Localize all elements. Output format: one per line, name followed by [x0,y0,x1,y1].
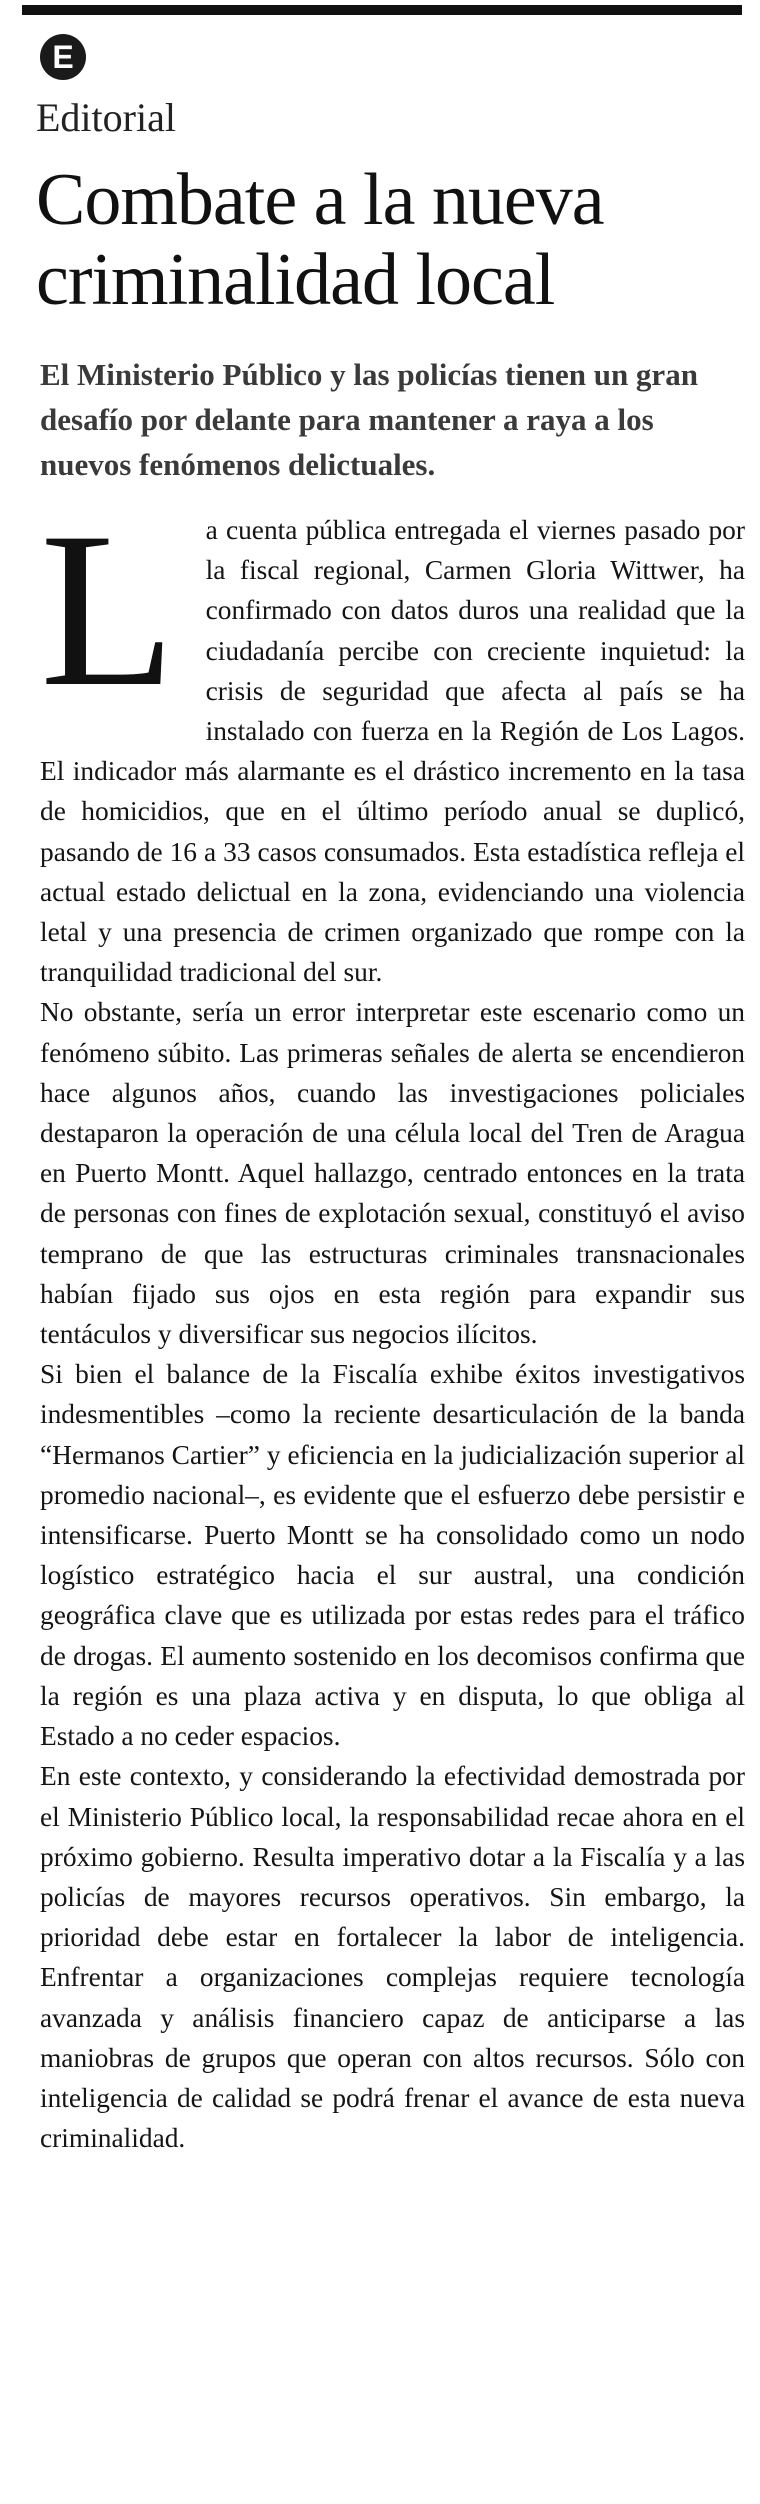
section-label: Editorial [36,95,176,140]
drop-cap: L [40,487,176,733]
article-body [40,487,745,2158]
paragraph-1-text: a cuenta pública entregada el viernes pasado por la fiscal regional, Carmen Gloria Wittwer, ha confirmado con datos duros una realidad que la ciudadanía percibe con creciente inquietud: la crisis de seguridad que afecta al país se ha instalado con fuerza en la Región de Los Lagos. El indicador más alarmante es el drástico incremento en la tasa de homicidios, que en el último período anual se duplicó, pasando de 16 a 33 casos consumados. Esta estadística refleja el actual estado delictual en la zona, evidenciando una violencia letal y una presencia de crimen organizado que rompe con la tranquilidad tradicional del sur. [40,515,745,988]
paragraph-2: No obstante, sería un error interpretar este escenario como un fenómeno súbito. Las primeras señales de alerta se encendieron hace algunos años, cuando las investigaciones policiales destaparon la operación de una célula local del Tren de Aragua en Puerto Montt. Aquel hallazgo, centrado entonces en la trata de personas con fines de explotación sexual, constituyó el aviso temprano de que las estructuras criminales transnacionales habían fijado sus ojos en esta región para expandir sus tentáculos y diversificar sus negocios ilícitos. [40,997,745,1350]
deck: El Ministerio Público y las policías tienen un gran desafío por delante para mantener a raya a los nuevos fenómenos delictuales. [40,357,698,482]
paragraph-1 [40,487,745,992]
section-badge: E [40,34,86,80]
paragraph-4: En este contexto, y considerando la efectividad demostrada por el Ministerio Público local, la responsabilidad recae ahora en el próximo gobierno. Resulta imperativo dotar a la Fiscalía y a las policías de mayores recursos operativos. Sin embargo, la prioridad debe estar en fortalecer la labor de inteligencia. Enfrentar a organizaciones complejas requiere tecnología avanzada y análisis financiero capaz de anticiparse a las maniobras de grupos que operan con altos recursos. Sólo con inteligencia de calidad se podrá frenar el avance de esta nueva criminalidad. [40,1761,745,2154]
top-rule [22,5,742,15]
paragraph-3: Si bien el balance de la Fiscalía exhibe éxitos investigativos indesmentibles –como la reciente desarticulación de la banda “Hermanos Cartier” y eficiencia en la judicialización superior al promedio nacional–, es evidente que el esfuerzo debe persistir e intensificarse. Puerto Montt se ha consolidado como un nodo logístico estratégico hacia el sur austral, una condición geográfica clave que es utilizada por estas redes para el tráfico de drogas. El aumento sostenido en los decomisos confirma que la región es una plaza activa y en disputa, lo que obliga al Estado a no ceder espacios. [40,1359,745,1752]
headline: Combate a la nueva criminalidad local [36,159,604,321]
